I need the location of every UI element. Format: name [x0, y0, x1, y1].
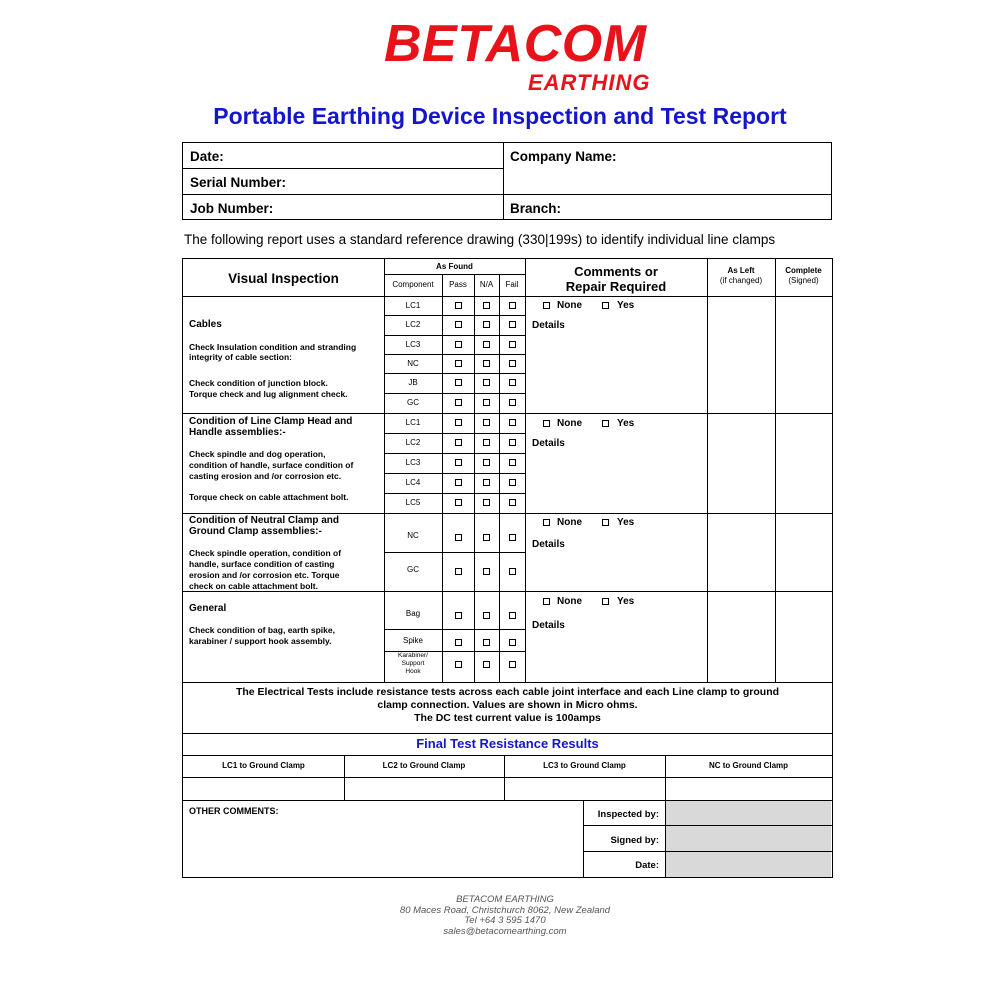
inspected-by-field[interactable]	[666, 801, 831, 825]
section-cables-line: Check condition of junction block.	[189, 378, 328, 388]
none-label: None	[557, 300, 582, 311]
details-label: Details	[532, 620, 565, 631]
yes-label: Yes	[617, 300, 635, 311]
fail-checkbox[interactable]	[509, 479, 516, 486]
component-label: GC	[407, 398, 419, 407]
component-label: LC1	[405, 301, 421, 310]
other-comments-label: OTHER COMMENTS:	[189, 806, 279, 816]
result-input-lc1[interactable]	[184, 778, 343, 799]
result-input-lc2[interactable]	[345, 778, 503, 799]
yes-checkbox[interactable]	[602, 420, 609, 427]
na-checkbox[interactable]	[483, 419, 490, 426]
na-checkbox[interactable]	[483, 661, 490, 668]
na-checkbox[interactable]	[483, 379, 490, 386]
yes-checkbox[interactable]	[602, 519, 609, 526]
branch-field-label[interactable]: Branch:	[510, 201, 562, 216]
footer-email: sales@betacomearthing.com	[443, 925, 567, 937]
fail-checkbox[interactable]	[509, 568, 516, 575]
results-header-lc2: LC2 to Ground Clamp	[382, 761, 466, 770]
component-label: LC3	[405, 458, 421, 467]
logo-main-text: BETACOM	[384, 15, 647, 73]
inspection-table	[182, 258, 833, 878]
footer-address: 80 Maces Road, Christchurch 8062, New Zealand	[399, 904, 611, 916]
section-cables-title: Cables	[189, 319, 222, 330]
section-line-clamp-line: Check spindle and dog operation,	[189, 449, 326, 459]
component-label: GC	[407, 565, 419, 574]
component-label: NC	[407, 359, 419, 368]
na-checkbox[interactable]	[483, 439, 490, 446]
pass-checkbox[interactable]	[455, 661, 462, 668]
serial-number-field-label[interactable]: Serial Number:	[190, 175, 287, 190]
pass-checkbox[interactable]	[455, 419, 462, 426]
section-neutral-clamp-line: erosion and /or corrosion etc. Torque	[189, 570, 340, 580]
result-input-lc3[interactable]	[505, 778, 664, 799]
signoff-date-field[interactable]	[666, 852, 831, 877]
signed-by-field[interactable]	[666, 826, 831, 851]
signoff-date-label: Date:	[635, 860, 659, 871]
component-label: LC2	[405, 320, 421, 329]
na-checkbox[interactable]	[483, 534, 490, 541]
na-checkbox[interactable]	[483, 568, 490, 575]
section-neutral-clamp-line: check on cable attachment bolt.	[189, 581, 318, 591]
company-logo	[384, 15, 684, 98]
fail-checkbox[interactable]	[509, 302, 516, 309]
intro-text: The following report uses a standard reference drawing (330|199s) to identify individual line clamps	[184, 232, 776, 247]
as-left-note: (if changed)	[719, 276, 763, 285]
none-checkbox[interactable]	[543, 302, 550, 309]
none-checkbox[interactable]	[543, 420, 550, 427]
fail-header: Fail	[505, 280, 519, 289]
na-checkbox[interactable]	[483, 499, 490, 506]
section-cables-line: Check Insulation condition and stranding	[189, 342, 357, 352]
section-line-clamp-line: Torque check on cable attachment bolt.	[189, 492, 349, 502]
none-label: None	[557, 517, 582, 528]
yes-label: Yes	[617, 596, 635, 607]
as-left-header: As Left	[727, 266, 755, 275]
none-label: None	[557, 418, 582, 429]
pass-checkbox[interactable]	[455, 639, 462, 646]
pass-checkbox[interactable]	[455, 341, 462, 348]
electrical-note-line: The Electrical Tests include resistance tests across each cable joint interface and each Line clamp to ground	[235, 686, 780, 698]
fail-checkbox[interactable]	[509, 459, 516, 466]
footer	[0, 895, 1000, 937]
pass-checkbox[interactable]	[455, 612, 462, 619]
details-label: Details	[532, 320, 565, 331]
pass-checkbox[interactable]	[455, 360, 462, 367]
section-general-line: Check condition of bag, earth spike,	[189, 625, 335, 635]
pass-checkbox[interactable]	[455, 568, 462, 575]
results-header-lc1: LC1 to Ground Clamp	[222, 761, 305, 770]
na-header: N/A	[479, 280, 494, 289]
yes-checkbox[interactable]	[602, 302, 609, 309]
fail-checkbox[interactable]	[509, 612, 516, 619]
none-checkbox[interactable]	[543, 519, 550, 526]
comments-header-line1: Comments or	[574, 264, 658, 279]
component-label: LC1	[405, 418, 421, 427]
section-neutral-clamp-title: Ground Clamp assemblies:-	[189, 526, 322, 537]
component-label: LC2	[405, 438, 421, 447]
component-header: Component	[392, 280, 434, 289]
section-neutral-clamp-title: Condition of Neutral Clamp and	[189, 515, 339, 526]
fail-checkbox[interactable]	[509, 639, 516, 646]
component-label: LC3	[405, 340, 421, 349]
section-line-clamp-line: condition of handle, surface condition of	[189, 460, 354, 470]
details-label: Details	[532, 539, 565, 550]
na-checkbox[interactable]	[483, 341, 490, 348]
details-label: Details	[532, 438, 565, 449]
pass-checkbox[interactable]	[455, 321, 462, 328]
na-checkbox[interactable]	[483, 302, 490, 309]
pass-checkbox[interactable]	[455, 499, 462, 506]
pass-checkbox[interactable]	[455, 459, 462, 466]
pass-checkbox[interactable]	[455, 399, 462, 406]
complete-note: (Signed)	[788, 276, 819, 285]
fail-checkbox[interactable]	[509, 321, 516, 328]
footer-company: BETACOM EARTHING	[456, 894, 554, 905]
section-general-title: General	[189, 603, 227, 614]
component-label: Bag	[405, 609, 421, 618]
component-label: Karabiner/	[398, 652, 428, 659]
na-checkbox[interactable]	[483, 399, 490, 406]
pass-checkbox[interactable]	[455, 439, 462, 446]
component-label: LC4	[405, 478, 421, 487]
section-neutral-clamp-line: handle, surface condition of casting	[189, 559, 335, 569]
component-label: Support	[401, 660, 425, 667]
pass-checkbox[interactable]	[455, 379, 462, 386]
na-checkbox[interactable]	[483, 639, 490, 646]
component-label: Hook	[405, 668, 421, 675]
signed-by-label: Signed by:	[610, 835, 659, 846]
fail-checkbox[interactable]	[509, 360, 516, 367]
component-label: LC5	[405, 498, 421, 507]
none-label: None	[557, 596, 582, 607]
yes-label: Yes	[617, 418, 635, 429]
as-found-header: As Found	[436, 262, 473, 271]
inspected-by-label: Inspected by:	[597, 809, 659, 820]
complete-header: Complete	[785, 266, 822, 275]
report-title: Portable Earthing Device Inspection and Test Report	[213, 103, 787, 129]
section-line-clamp-title: Handle assemblies:-	[189, 427, 286, 438]
fail-checkbox[interactable]	[509, 399, 516, 406]
na-checkbox[interactable]	[483, 321, 490, 328]
company-name-field-label[interactable]: Company Name:	[510, 149, 617, 164]
na-checkbox[interactable]	[483, 360, 490, 367]
fail-checkbox[interactable]	[509, 419, 516, 426]
section-general-line: karabiner / support hook assembly.	[189, 636, 332, 646]
pass-header: Pass	[449, 280, 467, 289]
section-cables-line: Torque check and lug alignment check.	[189, 389, 348, 399]
fail-checkbox[interactable]	[509, 661, 516, 668]
fail-checkbox[interactable]	[509, 439, 516, 446]
electrical-note-line: The DC test current value is 100amps	[414, 712, 601, 724]
results-header-lc3: LC3 to Ground Clamp	[543, 761, 626, 770]
result-input-nc[interactable]	[666, 778, 831, 799]
section-neutral-clamp-line: Check spindle operation, condition of	[189, 548, 342, 558]
header-fields-table	[182, 142, 832, 220]
section-line-clamp-line: casting erosion and /or corrosion etc.	[189, 471, 342, 481]
section-line-clamp-title: Condition of Line Clamp Head and	[189, 416, 353, 427]
electrical-note-line: clamp connection. Values are shown in Micro ohms.	[377, 699, 638, 711]
fail-checkbox[interactable]	[509, 499, 516, 506]
na-checkbox[interactable]	[483, 479, 490, 486]
fail-checkbox[interactable]	[509, 341, 516, 348]
fail-checkbox[interactable]	[509, 534, 516, 541]
comments-header-line2: Repair Required	[565, 279, 667, 294]
fail-checkbox[interactable]	[509, 379, 516, 386]
none-checkbox[interactable]	[543, 598, 550, 605]
job-number-field-label[interactable]: Job Number:	[190, 201, 274, 216]
na-checkbox[interactable]	[483, 612, 490, 619]
section-cables-line: integrity of cable section:	[189, 352, 292, 362]
final-results-title: Final Test Resistance Results	[416, 736, 599, 751]
yes-checkbox[interactable]	[602, 598, 609, 605]
footer-phone: Tel +64 3 595 1470	[464, 915, 546, 926]
visual-inspection-header: Visual Inspection	[228, 271, 339, 286]
pass-checkbox[interactable]	[455, 302, 462, 309]
logo-sub-text: EARTHING	[528, 70, 651, 95]
component-label: JB	[408, 378, 418, 387]
na-checkbox[interactable]	[483, 459, 490, 466]
date-field-label[interactable]: Date:	[190, 149, 224, 164]
yes-label: Yes	[617, 517, 635, 528]
pass-checkbox[interactable]	[455, 534, 462, 541]
results-header-nc: NC to Ground Clamp	[708, 761, 789, 770]
component-label: NC	[407, 531, 419, 540]
component-label: Spike	[402, 636, 423, 645]
pass-checkbox[interactable]	[455, 479, 462, 486]
